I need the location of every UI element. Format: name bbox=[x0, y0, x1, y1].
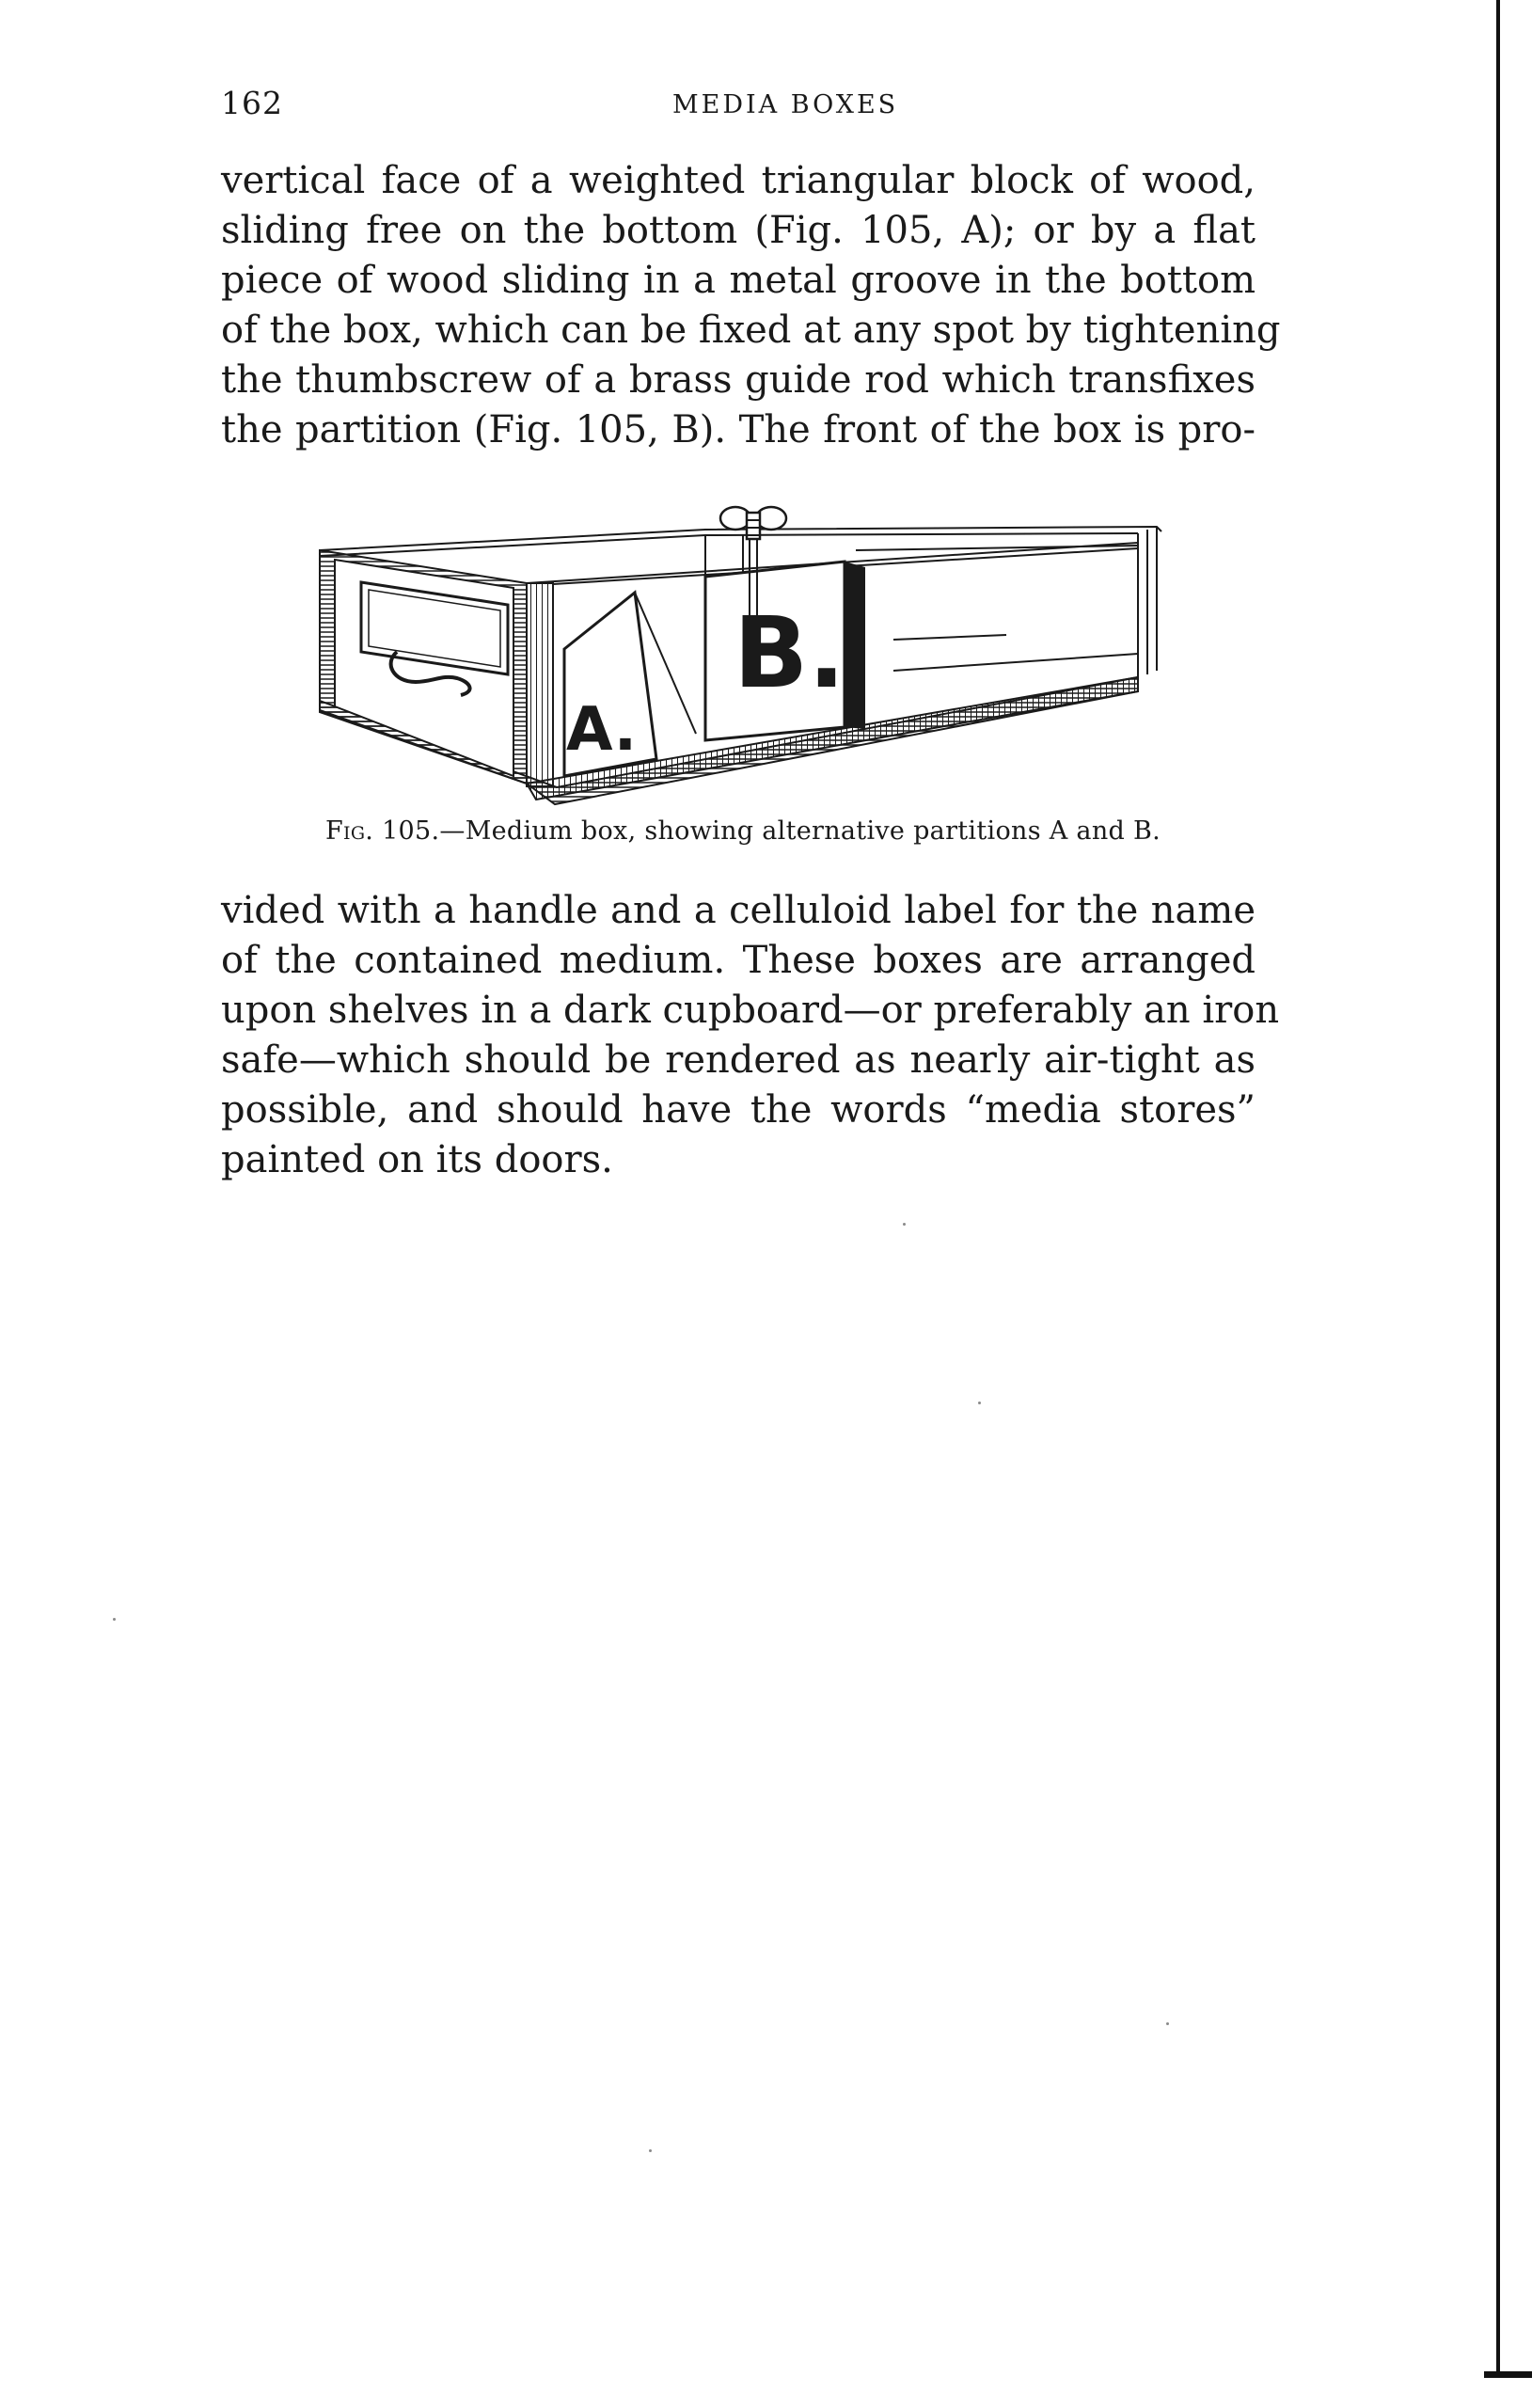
running-head bbox=[221, 85, 1256, 132]
text-line: safe—which should be rendered as nearly air-tight as bbox=[221, 1038, 1256, 1082]
text-line: the thumbscrew of a brass guide rod which transfixes bbox=[221, 358, 1256, 402]
paper-speck bbox=[1166, 2022, 1169, 2025]
partition-a bbox=[564, 593, 696, 776]
page-edge-rule bbox=[1496, 0, 1500, 2375]
text-line: painted on its doors. bbox=[221, 1138, 613, 1181]
text-line: of the contained medium. These boxes are arranged bbox=[221, 939, 1256, 982]
paper-speck bbox=[649, 2149, 652, 2152]
paragraph-1 bbox=[221, 156, 1281, 455]
text-line: possible, and should have the words “media stores” bbox=[221, 1088, 1256, 1132]
partition-a-label: A. bbox=[566, 695, 638, 765]
text-line: piece of wood sliding in a metal groove in the bottom bbox=[221, 259, 1256, 302]
text-line: vertical face of a weighted triangular block of wood, bbox=[221, 159, 1256, 202]
page-number: 162 bbox=[221, 85, 283, 121]
running-title: MEDIA BOXES bbox=[672, 90, 899, 119]
text-line: sliding free on the bottom (Fig. 105, A); or by a flat bbox=[221, 209, 1256, 252]
paper-speck bbox=[113, 1618, 116, 1621]
medium-box-illustration bbox=[310, 494, 1176, 814]
figure-caption bbox=[310, 816, 1176, 846]
paper-speck bbox=[978, 1402, 981, 1404]
text-line: the partition (Fig. 105, B). The front of the box is pro- bbox=[221, 408, 1256, 452]
figure-caption-text: —Medium box, showing alternative partitions A and B. bbox=[439, 816, 1161, 846]
text-line: upon shelves in a dark cupboard—or preferably an iron bbox=[221, 989, 1280, 1032]
figure-label: Fig. 105. bbox=[324, 816, 440, 846]
box-front-panel bbox=[320, 550, 553, 786]
paper-speck bbox=[903, 1223, 906, 1226]
text-line: of the box, which can be fixed at any spot by tightening bbox=[221, 309, 1281, 352]
page-edge-foot bbox=[1484, 2371, 1532, 2378]
partition-b-label: B. bbox=[734, 595, 845, 710]
text-line: vided with a handle and a celluloid label for the name bbox=[221, 889, 1256, 932]
paragraph-2 bbox=[221, 886, 1280, 1185]
figure-medium-box bbox=[310, 494, 1176, 814]
partition-b bbox=[705, 562, 865, 740]
